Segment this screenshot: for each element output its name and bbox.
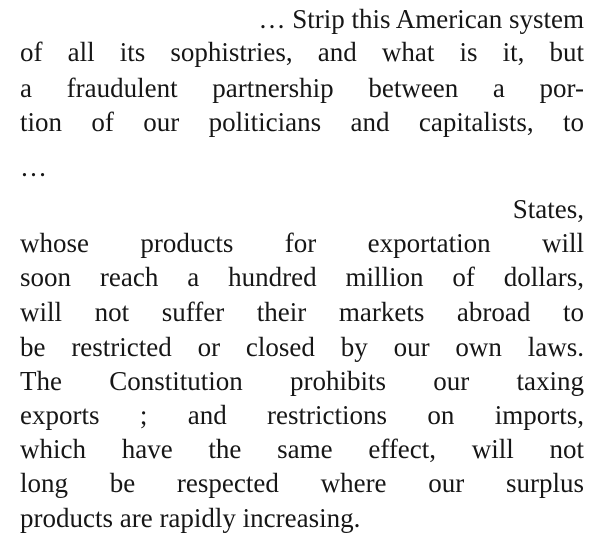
text-line: tion of our politicians and capitalists, to <box>20 107 584 137</box>
text-line: States, <box>512 194 584 224</box>
text-line: soon reach a hundred million of dollars, <box>20 262 584 292</box>
text-line: which have the same effect, will not <box>20 434 584 464</box>
text-line: … Strip this American system <box>258 4 584 34</box>
text-line: be restricted or closed by our own laws. <box>20 332 584 362</box>
text-line: will not suffer their markets abroad to <box>20 297 584 327</box>
text-line: products are rapidly increasing. <box>20 503 361 533</box>
text-line: whose products for exportation will <box>20 228 584 258</box>
text-line: exports ; and restrictions on imports, <box>20 400 584 430</box>
text-line: of all its sophistries, and what is it, but <box>20 37 584 67</box>
text-line: The Constitution prohibits our taxing <box>20 366 584 396</box>
ellipsis-line: … <box>20 152 47 182</box>
text-line: a fraudulent partnership between a por- <box>20 73 584 103</box>
text-line: long be respected where our surplus <box>20 468 584 498</box>
